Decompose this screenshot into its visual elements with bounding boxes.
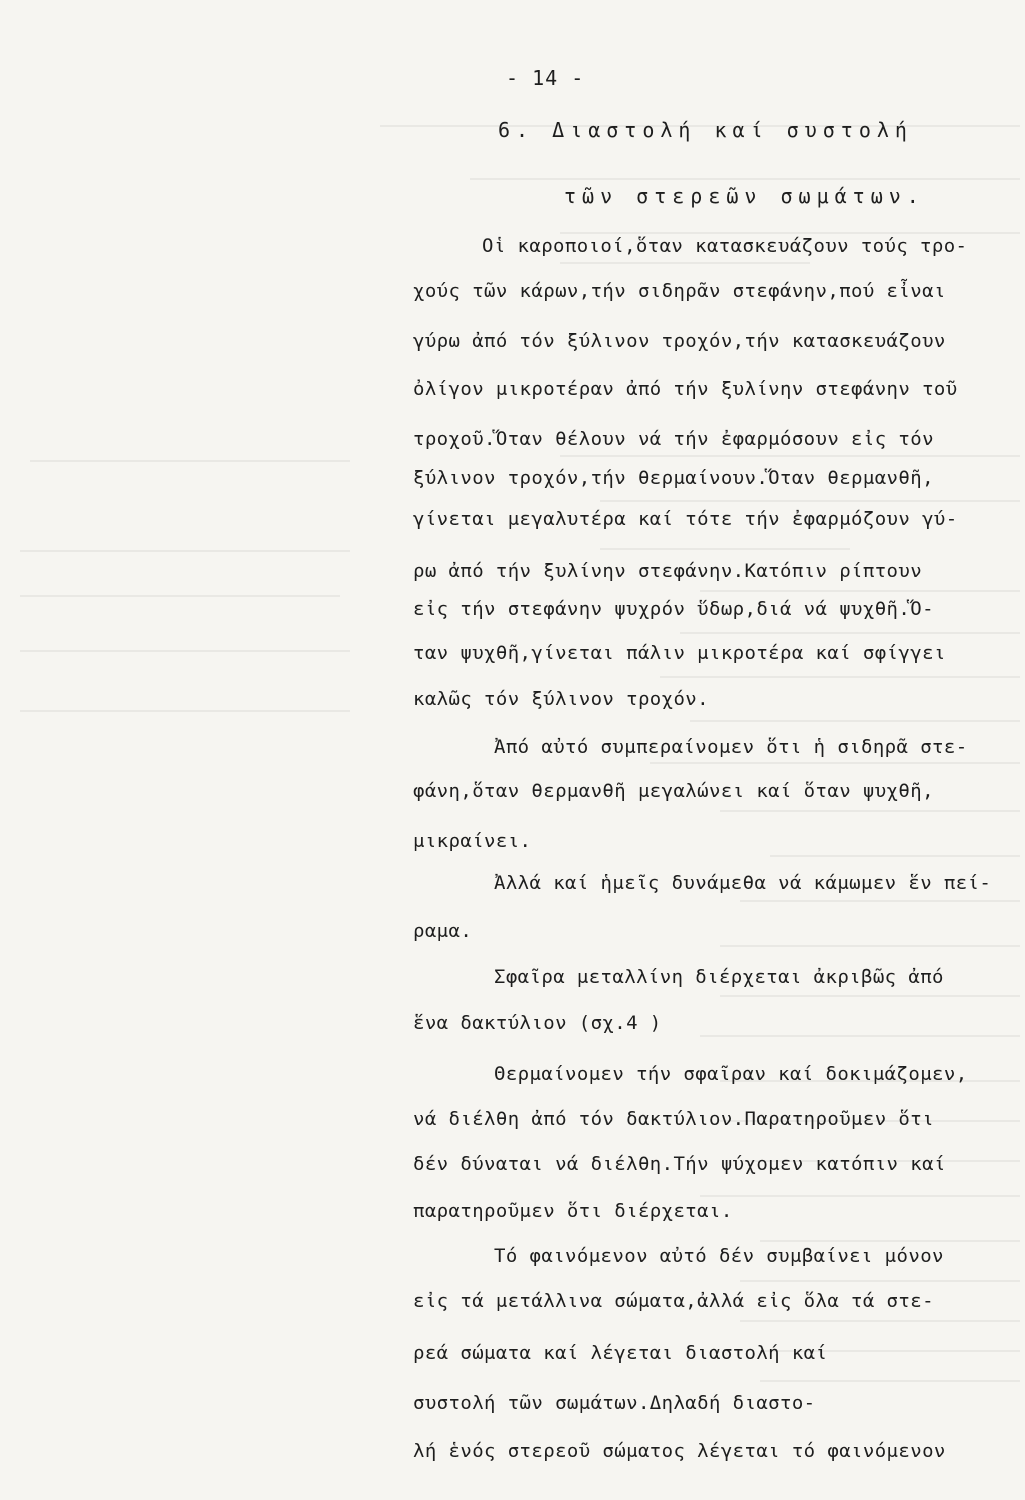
page-number: - 14 - <box>506 66 585 90</box>
text-line: παρατηροῦμεν ὅτι διέρχεται. <box>413 1200 733 1222</box>
text-line: δέν δύναται νά διέλθη.Τήν ψύχομεν κατόπιν καί <box>413 1153 946 1175</box>
text-line: ταν ψυχθῆ,γίνεται πάλιν μικροτέρα καί σφίγγει <box>413 642 946 664</box>
text-line: φάνη,ὅταν θερμανθῆ μεγαλώνει καί ὅταν ψυχθῆ, <box>413 780 934 802</box>
text-line: Θερμαίνομεν τήν σφαῖραν καί δοκιμάζομεν, <box>494 1063 968 1085</box>
text-line: Σφαῖρα μεταλλίνη διέρχεται ἀκριβῶς ἀπό <box>494 966 944 988</box>
text-line: ἕνα δακτύλιον (σχ.4 ) <box>413 1012 662 1034</box>
text-line: ρεά σώματα καί λέγεται διαστολή καί <box>413 1342 828 1364</box>
section-heading-line-1: 6. Διαστολή καί συστολή <box>498 118 913 142</box>
text-line: ρω ἀπό τήν ξυλίνην στεφάνην.Κατόπιν ρίπτουν <box>413 560 923 582</box>
text-line: συστολή τῶν σωμάτων.Δηλαδή διαστο- <box>413 1392 816 1414</box>
text-line: γύρω ἀπό τόν ξύλινον τροχόν,τήν κατασκευάζουν <box>413 330 946 352</box>
text-line: ξύλινον τροχόν,τήν θερμαίνουν.Ὅταν θερμανθῆ, <box>413 467 934 489</box>
text-line: μικραίνει. <box>413 830 532 852</box>
section-heading-line-2: τῶν στερεῶν σωμάτων. <box>564 184 925 208</box>
text-line: τροχοῦ.Ὅταν θέλουν νά τήν ἐφαρμόσουν εἰς τόν <box>413 428 934 450</box>
text-line: γίνεται μεγαλυτέρα καί τότε τήν ἐφαρμόζουν γύ- <box>413 508 958 530</box>
text-line: εἰς τήν στεφάνην ψυχρόν ὕδωρ,διά νά ψυχθῆ.Ὅ- <box>413 598 934 620</box>
text-line: λή ἑνός στερεοῦ σώματος λέγεται τό φαινόμενον <box>413 1440 946 1462</box>
text-line: εἰς τά μετάλλινα σώματα,ἀλλά εἰς ὅλα τά στε- <box>413 1290 934 1312</box>
text-line: Τό φαινόμενον αὐτό δέν συμβαίνει μόνον <box>494 1245 944 1267</box>
text-line: Ἀλλά καί ἡμεῖς δυνάμεθα νά κάμωμεν ἕν πεί- <box>494 872 992 894</box>
text-line: Οἱ καροποιοί,ὅταν κατασκευάζουν τούς τρο- <box>482 235 968 257</box>
text-line: Ἀπό αὐτό συμπεραίνομεν ὅτι ἡ σιδηρᾶ στε- <box>494 736 968 758</box>
text-line: ραμα. <box>413 920 473 942</box>
text-line: καλῶς τόν ξύλινον τροχόν. <box>413 688 709 710</box>
text-line: ὀλίγον μικροτέραν ἀπό τήν ξυλίνην στεφάνην τοῦ <box>413 378 958 400</box>
text-line: νά διέλθη ἀπό τόν δακτύλιον.Παρατηροῦμεν ὅτι <box>413 1108 934 1130</box>
text-line: χούς τῶν κάρων,τήν σιδηρᾶν στεφάνην,πού εἶναι <box>413 280 946 302</box>
